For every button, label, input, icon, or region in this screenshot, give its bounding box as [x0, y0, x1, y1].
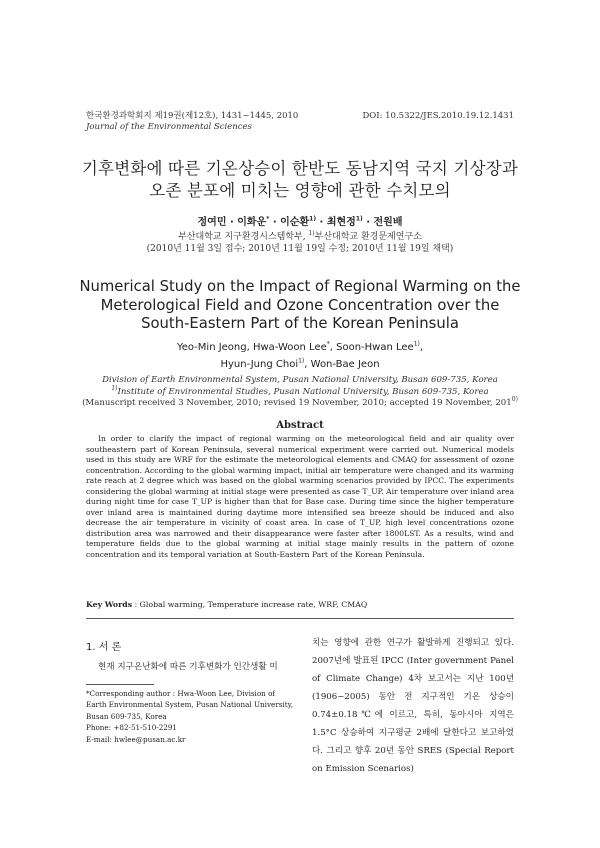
korean-title-line1: 기후변화에 따른 기온상승이 한반도 동남지역 국지 기상장과 — [81, 159, 519, 178]
section-heading-introduction: 1. 서 론 — [86, 642, 122, 653]
running-header — [86, 111, 514, 133]
english-title — [40, 278, 560, 334]
abstract-heading: Abstract — [276, 420, 324, 431]
footnote-email: E-mail: hwlee@pusan.ac.kr — [86, 734, 186, 744]
english-title-line2: Meterological Field and Ozone Concentration over the — [100, 296, 500, 314]
english-dates: (Manuscript received 3 November, 2010; revised 19 November, 2010; accepted 19 November, 201$^{0)}$ — [82, 396, 518, 409]
left-column-text: 현재 지구온난화에 따른 기후변화가 인간생활 미 — [98, 662, 278, 672]
english-title-line1: Numerical Study on the Impact of Regional Warming on the — [79, 278, 521, 295]
korean-affiliation-block — [40, 231, 560, 255]
english-affiliation2: $^{1)}$Institute of Environmental Studies, Pusan National University, Busan 609-735, Korea — [111, 384, 489, 397]
english-affiliation-block — [40, 375, 560, 410]
korean-title — [40, 158, 560, 202]
right-column-text: 치는 영향에 관한 연구가 활발하게 진행되고 있다. 2007년에 발표된 IPCC (Inter government Panel of Climate Change) 4차 보고서는 지난 100년(1906~2005) 동안 전 지구적인 기온 상승이 0.74±0.18℃에 이르고, 특히, 동아시아 지역은 1.5°C 상승하여 지구평균 2배에 달한다고 보고하였다. 그리고 향후 20년 동안 SRES (Special Report on Emission Scenarios) — [312, 638, 514, 774]
journal-korean: 한국환경과학회지 제19권(제12호), 1431~1445, 2010 — [86, 111, 299, 121]
footnote — [86, 688, 294, 745]
english-title-line3: South-Eastern Part of the Korean Peninsula — [141, 315, 459, 332]
section-divider — [86, 618, 514, 619]
keywords — [86, 600, 514, 609]
abstract-body: In order to clarify the impact of regional warming on the meteorological field and air quality over southeastern part of Korean Peninsula, several numerical experiment were carried out. Numerical models used in this study are WRF for the estimate the meteorological elements and CMAQ for assessment of ozone concentration. According to the global warming impact, initial air temperature were changed and its warming rate reach at 2 degree which was based on the global warming scenarios provided by IPCC. The experiments considering the global warming at initial stage were presented as case T_UP. Air temperature over inland area during night time for case T_UP is higher than that for Base case. During time since the higher temperature over inland area is maintained during daytime more intensified sea breeze should be induced and also decrease the air temperature in vicinity of coast area. In case of T_UP, high level concentrations ozone distribution area was narrowed and their disappearance were faster after 1800LST. As a results, wind and temperature fields due to the global warming at initial stage mainly results in the pattern of ozone concentration and its temporal variation at South-Eastern Part of the Korean Peninsula. — [86, 434, 514, 559]
korean-authors: 정여민 · 이화운* · 이순환$^{1)}$ · 최현정$^{1)}$ · 전원배 — [197, 215, 403, 228]
footnote-phone: Phone: +82-51-510-2291 — [86, 723, 177, 733]
journal-english: Journal of the Environmental Sciences — [86, 122, 252, 132]
footnote-divider — [86, 684, 154, 685]
english-authors-line2: Hyun-Jung Choi$^{1)}$, Won-Bae Jeon — [220, 357, 380, 370]
footnote-corresponding: *Corresponding author : Hwa-Woon Lee, Division of Earth Environmental System, Pusan National University, Busan 609-735, Korea — [86, 689, 293, 721]
korean-affiliation: 부산대학교 지구환경시스템학부, $^{1)}$부산대학교 환경문제연구소 — [178, 230, 422, 242]
korean-title-line2: 오존 분포에 미치는 영향에 관한 수치모의 — [149, 181, 451, 200]
english-affiliation1: Division of Earth Environmental System, Pusan National University, Busan 609-735, Korea — [102, 375, 498, 385]
english-authors — [40, 339, 560, 373]
english-authors-line1: Yeo-Min Jeong, Hwa-Woon Lee*, Soon-Hwan Lee$^{1)}$, — [176, 340, 424, 353]
korean-dates: (2010년 11월 3일 접수; 2010년 11월 19일 수정; 2010년 11월 19일 채택) — [146, 244, 454, 254]
keywords-label: Key Words — [86, 600, 133, 609]
keywords-text: : Global warming, Temperature increase rate, WRF, CMAQ — [132, 600, 368, 609]
doi: DOI: 10.5322/JES.2010.19.12.1431 — [362, 111, 514, 121]
